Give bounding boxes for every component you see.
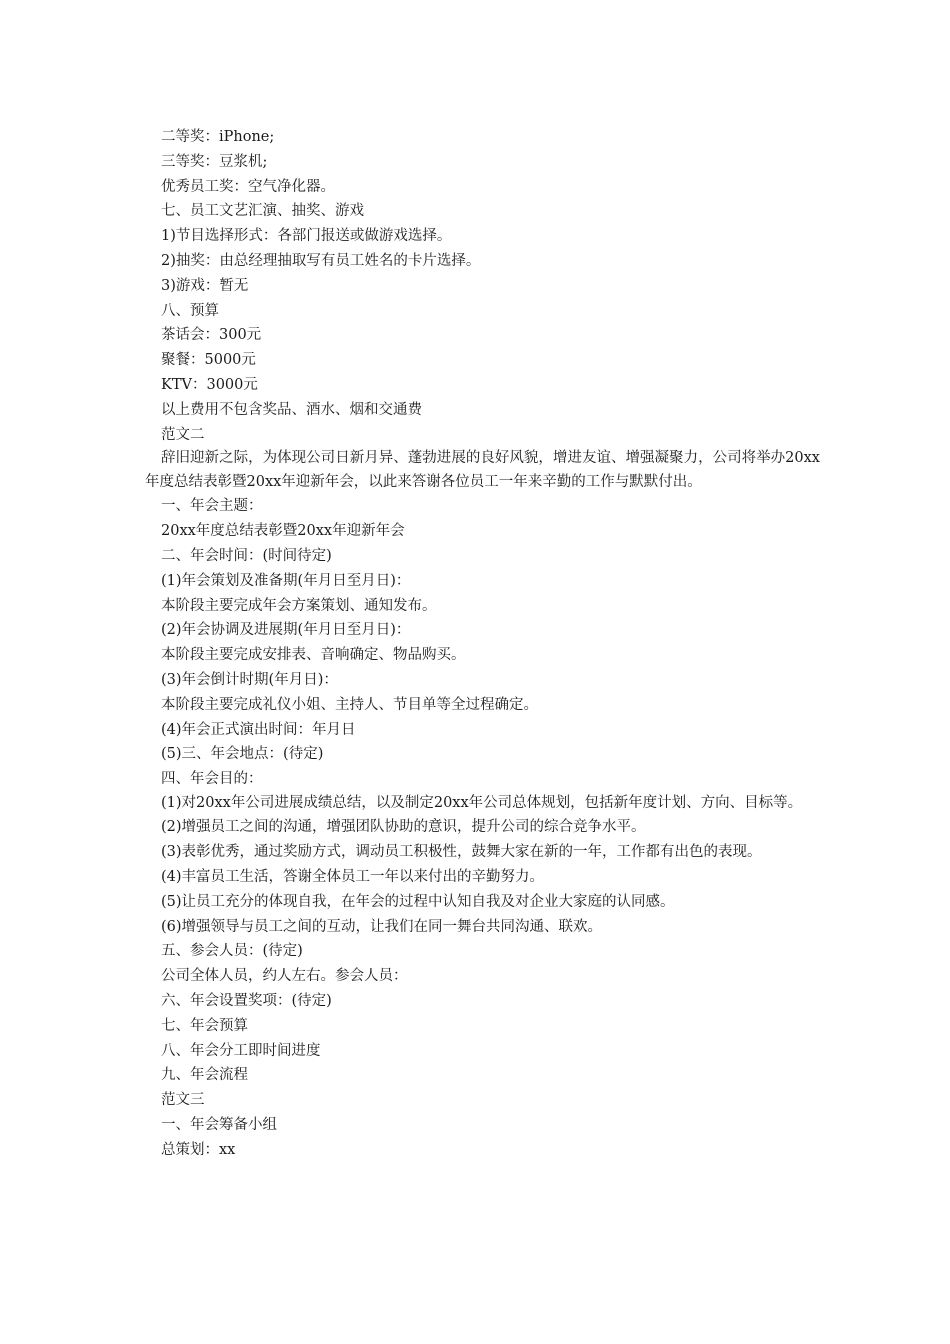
text-line: 本阶段主要完成安排表、音响确定、物品购买。 bbox=[161, 647, 466, 664]
sample-title: 范文二 bbox=[161, 426, 205, 443]
text-line: 二等奖：iPhone; bbox=[161, 129, 275, 145]
text-line: 总策划：xx bbox=[161, 1141, 236, 1158]
text-line: (6)增强领导与员工之间的互动，让我们在同一舞台共同沟通、联欢。 bbox=[161, 918, 603, 935]
section-heading: 七、员工文艺汇演、抽奖、游戏 bbox=[161, 203, 364, 220]
text-line: 茶话会：300元 bbox=[161, 327, 262, 344]
section-heading: 九、年会流程 bbox=[161, 1067, 248, 1084]
text-line: KTV：3000元 bbox=[161, 376, 258, 393]
sample-title: 范文三 bbox=[161, 1092, 205, 1109]
text-line: (5)让员工充分的体现自我，在年会的过程中认知自我及对企业大家庭的认同感。 bbox=[161, 893, 675, 910]
text-line: (3)表彰优秀，通过奖励方式，调动员工积极性，鼓舞大家在新的一年，工作都有出色的表现。 bbox=[161, 844, 762, 861]
text-line: 三等奖：豆浆机; bbox=[161, 153, 268, 170]
text-line: 本阶段主要完成年会方案策划、通知发布。 bbox=[161, 597, 437, 614]
text-line: 1)节目选择形式：各部门报送或做游戏选择。 bbox=[161, 228, 452, 245]
text-line: (3)年会倒计时期(年月日)： bbox=[161, 671, 338, 688]
section-heading: 八、年会分工即时间进度 bbox=[161, 1042, 321, 1059]
goal-paragraph: (1)对20xx年公司进展成绩总结，以及制定20xx年公司总体规划，包括新年度计划、方向、目标等。 bbox=[161, 794, 803, 811]
section-heading: 四、年会目的： bbox=[161, 771, 263, 788]
text-line: 公司全体人员，约人左右。参会人员： bbox=[161, 968, 408, 985]
text-line: (4)丰富员工生活，答谢全体员工一年以来付出的辛勤努力。 bbox=[161, 869, 545, 886]
section-heading: 六、年会设置奖项：(待定) bbox=[161, 993, 332, 1009]
intro-paragraph: 辞旧迎新之际，为体现公司日新月异、蓬勃进展的良好风貌，增进友谊、增强凝聚力，公司将举办20xx年度总结表彰暨20xx年迎新年会，以此来答谢各位员工一年来辛勤的工作与默默付出。 bbox=[145, 450, 820, 490]
text-line: (4)年会正式演出时间：年月日 bbox=[161, 721, 356, 738]
text-line: 2)抽奖：由总经理抽取写有员工姓名的卡片选择。 bbox=[161, 252, 481, 269]
section-heading: 二、年会时间：(时间待定) bbox=[161, 547, 332, 564]
text-line: (1)年会策划及准备期(年月日至月日)： bbox=[161, 572, 411, 589]
section-heading: 八、预算 bbox=[161, 302, 219, 319]
text-line: (2)增强员工之间的沟通，增强团队协助的意识，提升公司的综合竞争水平。 bbox=[161, 819, 646, 836]
text-line: (5)三、年会地点：(待定) bbox=[161, 746, 324, 763]
text-line: (2)年会协调及进展期(年月日至月日)： bbox=[161, 622, 411, 639]
text-line: 聚餐：5000元 bbox=[161, 352, 256, 369]
section-heading: 五、参会人员：(待定) bbox=[161, 943, 303, 960]
text-line: 优秀员工奖：空气净化器。 bbox=[161, 178, 335, 195]
text-line: 20xx年度总结表彰暨20xx年迎新年会 bbox=[161, 523, 405, 540]
section-heading: 一、年会筹备小组 bbox=[161, 1116, 277, 1133]
section-heading: 七、年会预算 bbox=[161, 1017, 248, 1034]
text-line: 以上费用不包含奖品、酒水、烟和交通费 bbox=[161, 401, 422, 418]
text-line: 3)游戏：暂无 bbox=[161, 277, 249, 294]
document-body bbox=[145, 125, 820, 1163]
text-line: 本阶段主要完成礼仪小姐、主持人、节目单等全过程确定。 bbox=[161, 696, 538, 713]
section-heading: 一、年会主题： bbox=[161, 498, 263, 515]
